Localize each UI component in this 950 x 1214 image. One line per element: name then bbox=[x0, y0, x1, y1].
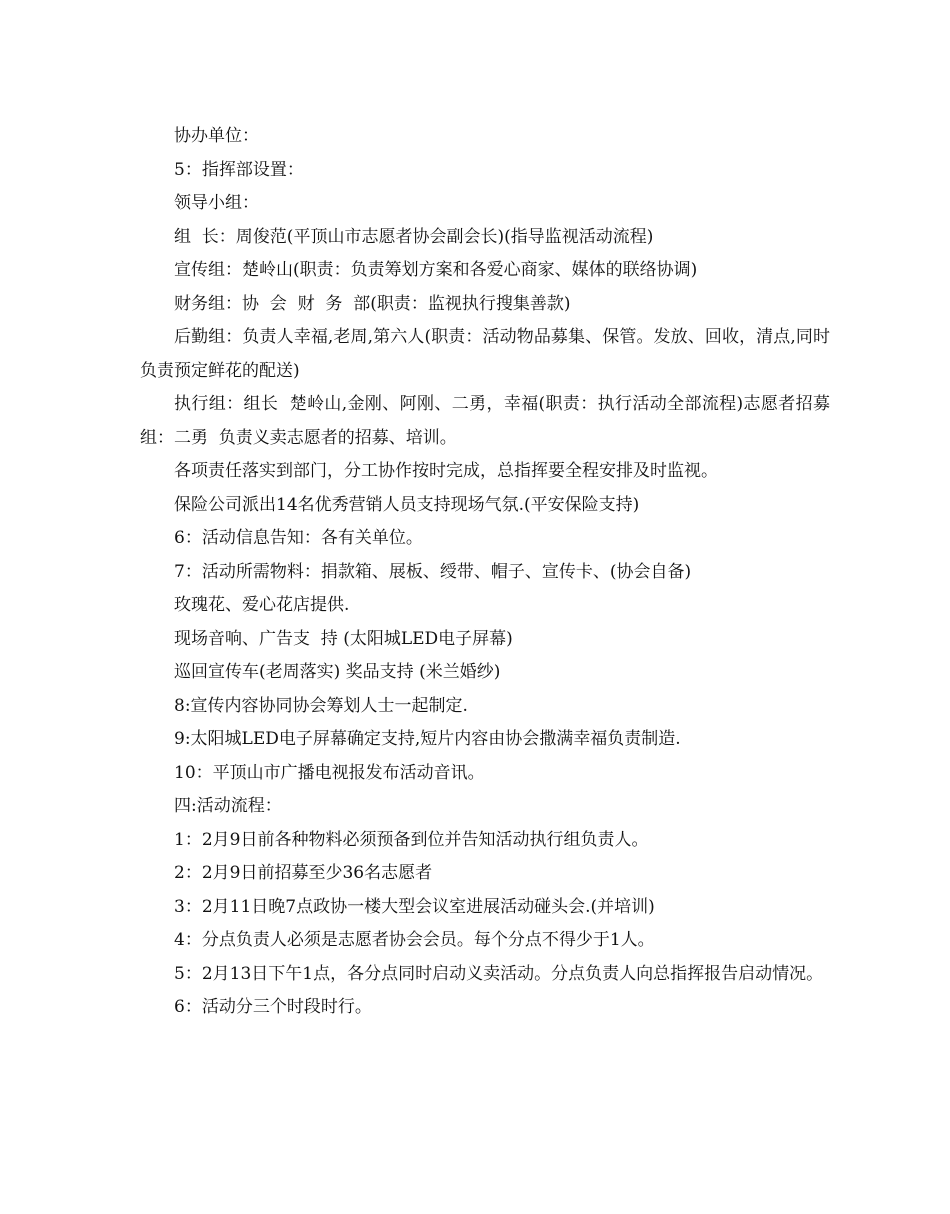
paragraph-leadership-group: 领导小组： bbox=[174, 193, 259, 213]
paragraph-step-2: 2：2月9日前招募至少36名志愿者 bbox=[174, 863, 433, 883]
paragraph-command-setup: 5：指挥部设置： bbox=[174, 159, 304, 180]
paragraph-process-heading: 四:活动流程： bbox=[174, 796, 282, 816]
paragraph-publicity-group: 宣传组：楚岭山(职责：负责筹划方案和各爱心商家、媒体的联络协调) bbox=[174, 260, 698, 280]
paragraph-execution-group: 执行组：组长 楚岭山,金刚、阿刚、二勇，幸福(职责：执行活动全部流程)志愿者招募组：二勇 负责义卖志愿者的招募、培训。 bbox=[140, 394, 830, 448]
paragraph-roses: 玫瑰花、爱心花店提供. bbox=[174, 595, 350, 615]
document-body bbox=[140, 120, 830, 1025]
paragraph-publicity-vehicle: 巡回宣传车(老周落实) 奖品支持 (米兰婚纱) bbox=[174, 662, 501, 682]
paragraph-group-leader: 组 长：周俊范(平顶山市志愿者协会副会长)(指导监视活动流程) bbox=[174, 226, 654, 247]
paragraph-broadcast: 10：平顶山市广播电视报发布活动音讯。 bbox=[174, 762, 485, 783]
paragraph-co-organizer: 协办单位： bbox=[174, 126, 259, 146]
paragraph-step-3: 3：2月11日晚7点政协一楼大型会议室进展活动碰头会.(并培训) bbox=[174, 896, 655, 917]
paragraph-info-notice: 6：活动信息告知：各有关单位。 bbox=[174, 528, 423, 548]
paragraph-step-4: 4：分点负责人必须是志愿者协会会员。每个分点不得少于1人。 bbox=[174, 930, 655, 950]
paragraph-responsibility: 各项责任落实到部门，分工协作按时完成，总指挥要全程安排及时监视。 bbox=[174, 461, 718, 481]
paragraph-led-screen: 9:太阳城LED电子屏幕确定支持,短片内容由协会撒满幸福负责制造. bbox=[174, 729, 681, 749]
paragraph-insurance-support: 保险公司派出14名优秀营销人员支持现场气氛.(平安保险支持) bbox=[174, 494, 640, 515]
paragraph-logistics-group: 后勤组：负责人幸福,老周,第六人(职责：活动物品募集、保管。发放、回收，清点,同时负责预定鲜花的配送) bbox=[140, 327, 830, 381]
paragraph-publicity-content: 8:宣传内容协同协会筹划人士一起制定. bbox=[174, 695, 468, 716]
paragraph-audio-ads: 现场音响、广告支 持 (太阳城LED电子屏幕) bbox=[174, 628, 513, 649]
paragraph-step-6: 6：活动分三个时段时行。 bbox=[174, 997, 372, 1017]
paragraph-finance-group: 财务组：协 会 财 务 部(职责：监视执行搜集善款) bbox=[174, 293, 571, 314]
paragraph-step-5: 5：2月13日下午1点，各分点同时启动义卖活动。分点负责人向总指挥报告启动情况。 bbox=[174, 963, 824, 984]
paragraph-materials: 7：活动所需物料：捐款箱、展板、绶带、帽子、宣传卡、(协会自备) bbox=[174, 561, 692, 582]
paragraph-step-1: 1：2月9日前各种物料必须预备到位并告知活动执行组负责人。 bbox=[174, 829, 649, 850]
